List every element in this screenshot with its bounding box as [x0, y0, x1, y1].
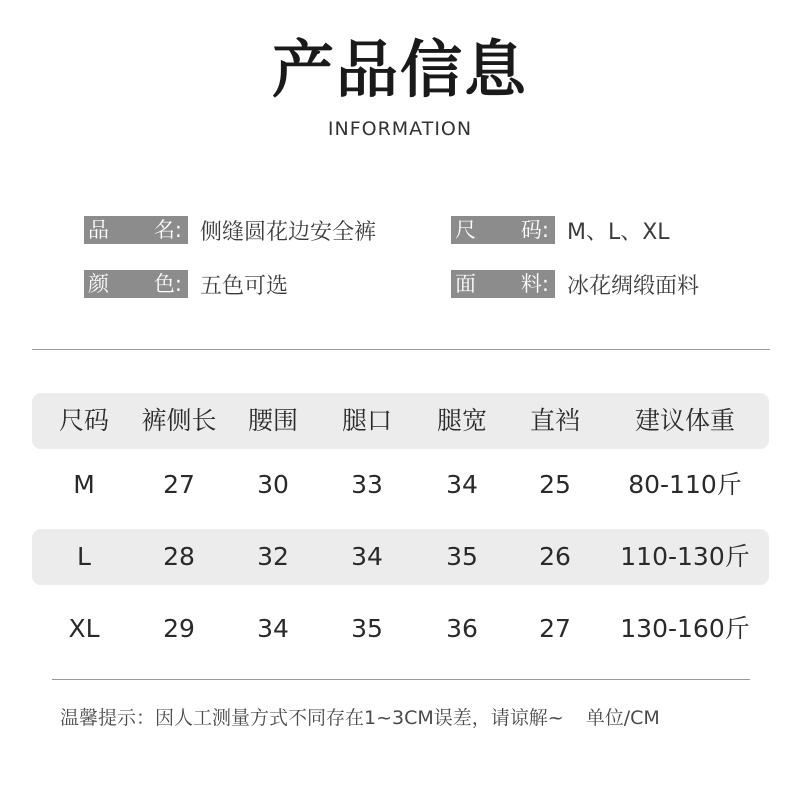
- info-color-value: 五色可选: [200, 273, 289, 299]
- info-color-row: [84, 269, 288, 299]
- table-cell: 34: [257, 614, 289, 643]
- info-fabric-row: [451, 269, 699, 299]
- table-cell: M: [73, 470, 95, 499]
- divider-bottom: [52, 679, 750, 680]
- info-name-row: [84, 215, 376, 245]
- table-cell: 28: [163, 542, 195, 571]
- info-size-row: [451, 215, 670, 245]
- table-cell: L: [77, 542, 91, 571]
- divider-top: [32, 349, 770, 350]
- info-name-label: 品 名:: [84, 216, 188, 244]
- info-fabric-label: 面 料:: [451, 270, 555, 298]
- table-cell: 25: [539, 470, 571, 499]
- table-cell: 36: [446, 614, 478, 643]
- table-cell: 35: [446, 542, 478, 571]
- measurement-note: 温馨提示：因人工测量方式不同存在1~3CM误差，请谅解~: [60, 707, 564, 729]
- table-cell: 32: [257, 542, 289, 571]
- table-row: [32, 529, 769, 585]
- table-cell: 34: [446, 470, 478, 499]
- table-cell: 34: [351, 542, 383, 571]
- table-cell: 27: [539, 614, 571, 643]
- table-cell: 35: [351, 614, 383, 643]
- table-row: [32, 601, 769, 657]
- table-cell: XL: [68, 614, 100, 643]
- table-header-cell: 腿口: [341, 406, 392, 435]
- info-size-value: M、L、XL: [567, 219, 670, 245]
- table-cell: 27: [163, 470, 195, 499]
- table-row: [32, 457, 769, 513]
- table-header-cell: 腰围: [247, 406, 298, 435]
- info-fabric-value: 冰花绸缎面料: [567, 273, 700, 299]
- table-header-cell: 建议体重: [634, 406, 735, 435]
- table-header-cell: 直裆: [529, 406, 580, 435]
- table-cell: 33: [351, 470, 383, 499]
- table-cell: 110-130斤: [620, 542, 750, 571]
- table-cell: 26: [539, 542, 571, 571]
- table-cell: 130-160斤: [620, 614, 750, 643]
- table-header-cell: 尺码: [58, 406, 109, 435]
- table-header-cell: 腿宽: [436, 406, 487, 435]
- table-header-cell: 裤侧长: [141, 406, 217, 435]
- table-cell: 29: [163, 614, 195, 643]
- page-title: 产品信息: [271, 33, 528, 106]
- table-cell: 30: [257, 470, 289, 499]
- page-subtitle: INFORMATION: [327, 118, 473, 140]
- table-cell: 80-110斤: [628, 470, 742, 499]
- info-size-label: 尺 码:: [451, 216, 555, 244]
- footer-note: [60, 703, 660, 730]
- unit-label: 单位/CM: [585, 707, 660, 729]
- info-name-value: 侧缝圆花边安全裤: [200, 219, 377, 245]
- info-color-label: 颜 色:: [84, 270, 188, 298]
- table-header-row: [32, 393, 769, 449]
